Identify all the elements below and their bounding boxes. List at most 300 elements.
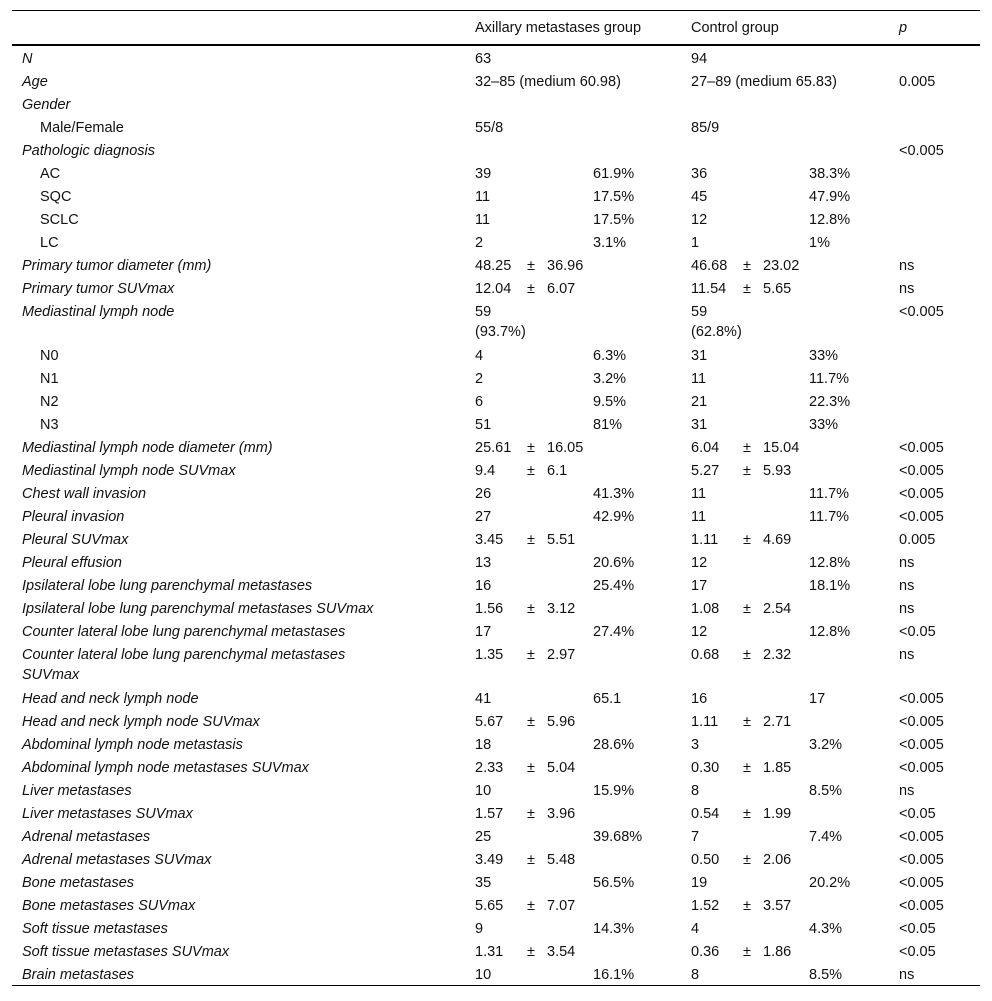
axillary-mean: 9.4 [475, 463, 496, 479]
control-count: 7 [691, 829, 700, 845]
plus-minus-symbol: ± [743, 601, 751, 617]
plus-minus-symbol: ± [527, 532, 535, 548]
axillary-mean-sd [475, 461, 567, 481]
axillary-count: 16 [475, 578, 492, 594]
control-percent: 47.9% [809, 189, 851, 205]
control-mean: 1.11 [691, 532, 719, 548]
table-row [12, 69, 980, 92]
control-mean: 0.50 [691, 852, 720, 868]
control-percent: 18.1% [809, 578, 851, 594]
control-count: 8 [691, 783, 700, 799]
axillary-percent: 9.5% [593, 394, 627, 410]
axillary-value: 55/8 [475, 120, 504, 136]
axillary-mean: 1.57 [475, 806, 504, 822]
table-row [12, 299, 980, 343]
row-label: Soft tissue metastases SUVmax [22, 944, 230, 960]
row-label: Ipsilateral lobe lung parenchymal metastases [22, 578, 313, 594]
control-mean: 0.36 [691, 944, 720, 960]
control-percent: 7.4% [809, 829, 843, 845]
row-label: Abdominal lymph node metastases SUVmax [22, 760, 309, 776]
table-row [12, 343, 980, 366]
axillary-sd: 6.07 [547, 281, 576, 297]
plus-minus-symbol: ± [743, 440, 751, 456]
table-row [12, 207, 980, 230]
control-count: 12 [691, 624, 708, 640]
axillary-percent: 42.9% [593, 509, 635, 525]
table-row [12, 504, 980, 527]
table-row [12, 481, 980, 504]
axillary-mean-sd [475, 758, 575, 778]
axillary-mean-sd [475, 896, 575, 916]
axillary-count: 39 [475, 166, 492, 182]
axillary-mean-sd [475, 804, 575, 824]
p-value: ns [899, 258, 915, 274]
control-mean-sd [691, 530, 791, 550]
p-value: <0.005 [899, 760, 944, 776]
axillary-mean: 3.49 [475, 852, 504, 868]
control-count: 3 [691, 737, 700, 753]
control-sd: 15.04 [763, 440, 800, 456]
axillary-percent: 17.5% [593, 212, 635, 228]
p-value: <0.005 [899, 143, 944, 159]
header-p-value: p [899, 20, 908, 36]
control-mean-sd [691, 599, 791, 619]
control-percent: 33% [809, 348, 839, 364]
control-count: 45 [691, 189, 708, 205]
table-row [12, 412, 980, 435]
plus-minus-symbol: ± [527, 944, 535, 960]
control-sd: 23.02 [763, 258, 800, 274]
control-count: 19 [691, 875, 708, 891]
axillary-count: 27 [475, 509, 492, 525]
axillary-count: 2 [475, 371, 484, 387]
axillary-count: 10 [475, 967, 492, 983]
plus-minus-symbol: ± [527, 463, 535, 479]
axillary-percent: 39.68% [593, 829, 643, 845]
axillary-sd: 5.96 [547, 714, 576, 730]
axillary-count: 51 [475, 417, 492, 433]
axillary-sd: 5.48 [547, 852, 576, 868]
control-percent: 33% [809, 417, 839, 433]
p-value: <0.005 [899, 509, 944, 525]
p-value: <0.005 [899, 737, 944, 753]
axillary-mean: 3.45 [475, 532, 504, 548]
axillary-percent: 16.1% [593, 967, 635, 983]
control-mean: 46.68 [691, 258, 728, 274]
table-row [12, 642, 980, 686]
plus-minus-symbol: ± [527, 852, 535, 868]
control-percent: 22.3% [809, 394, 851, 410]
table-row [12, 138, 980, 161]
p-value: <0.005 [899, 875, 944, 891]
control-sd: 5.93 [763, 463, 792, 479]
plus-minus-symbol: ± [527, 714, 535, 730]
row-label: Ipsilateral lobe lung parenchymal metastases SUVmax [22, 601, 374, 617]
control-mean: 1.08 [691, 601, 720, 617]
axillary-count: 9 [475, 921, 484, 937]
axillary-mean: 1.31 [475, 944, 504, 960]
control-mean-sd [691, 256, 799, 276]
row-label: Gender [22, 97, 71, 113]
control-percent: 11.7% [809, 486, 850, 502]
axillary-mean: 48.25 [475, 258, 512, 274]
table-row [12, 778, 980, 801]
plus-minus-symbol: ± [743, 898, 751, 914]
control-mean: 1.52 [691, 898, 720, 914]
axillary-value: 59 (93.7%) [475, 304, 526, 340]
row-label: Bone metastases SUVmax [22, 898, 196, 914]
row-label: Adrenal metastases SUVmax [22, 852, 212, 868]
plus-minus-symbol: ± [743, 852, 751, 868]
axillary-percent: 17.5% [593, 189, 635, 205]
plus-minus-symbol: ± [743, 714, 751, 730]
control-percent: 8.5% [809, 967, 843, 983]
table-row [12, 939, 980, 962]
control-value: 94 [691, 51, 708, 67]
axillary-mean: 25.61 [475, 440, 512, 456]
axillary-sd: 3.96 [547, 806, 576, 822]
table-row [12, 389, 980, 412]
axillary-mean-sd [475, 530, 575, 550]
axillary-mean: 1.35 [475, 647, 504, 663]
control-mean-sd [691, 645, 791, 665]
axillary-count: 6 [475, 394, 484, 410]
control-sd: 2.06 [763, 852, 792, 868]
p-value: <0.05 [899, 921, 936, 937]
control-count: 1 [691, 235, 700, 251]
table-row [12, 709, 980, 732]
axillary-count: 18 [475, 737, 492, 753]
axillary-percent: 27.4% [593, 624, 635, 640]
axillary-count: 41 [475, 691, 492, 707]
row-label: AC [40, 166, 61, 182]
table-row [12, 184, 980, 207]
control-sd: 1.99 [763, 806, 792, 822]
control-mean: 5.27 [691, 463, 720, 479]
control-mean-sd [691, 438, 799, 458]
table-row [12, 573, 980, 596]
axillary-percent: 3.1% [593, 235, 627, 251]
table-row [12, 732, 980, 755]
control-mean-sd [691, 461, 791, 481]
row-label: Primary tumor diameter (mm) [22, 258, 212, 274]
axillary-mean-sd [475, 599, 575, 619]
control-sd: 4.69 [763, 532, 792, 548]
control-mean-sd [691, 850, 791, 870]
axillary-percent: 14.3% [593, 921, 635, 937]
axillary-percent: 28.6% [593, 737, 635, 753]
control-percent: 4.3% [809, 921, 843, 937]
table-row [12, 893, 980, 916]
p-value: ns [899, 578, 915, 594]
control-percent: 12.8% [809, 212, 851, 228]
control-sd: 3.57 [763, 898, 792, 914]
control-count: 12 [691, 212, 708, 228]
table-row [12, 824, 980, 847]
axillary-sd: 7.07 [547, 898, 576, 914]
control-percent: 8.5% [809, 783, 843, 799]
control-percent: 1% [809, 235, 830, 251]
row-label: N3 [40, 417, 59, 433]
control-count: 8 [691, 967, 700, 983]
row-label: SQC [40, 189, 72, 205]
control-mean: 6.04 [691, 440, 720, 456]
control-mean: 0.54 [691, 806, 720, 822]
axillary-mean-sd [475, 850, 575, 870]
control-percent: 12.8% [809, 624, 851, 640]
row-label: Male/Female [40, 120, 124, 136]
table-row [12, 253, 980, 276]
table-row [12, 870, 980, 893]
row-label: Liver metastases [22, 783, 132, 799]
control-mean-sd [691, 896, 791, 916]
axillary-count: 11 [475, 212, 491, 228]
axillary-count: 13 [475, 555, 492, 571]
axillary-sd: 5.04 [547, 760, 576, 776]
row-label: N [22, 51, 33, 67]
axillary-count: 26 [475, 486, 492, 502]
row-label: LC [40, 235, 59, 251]
axillary-sd: 3.54 [547, 944, 576, 960]
p-value: <0.005 [899, 440, 944, 456]
axillary-percent: 3.2% [593, 371, 627, 387]
axillary-mean-sd [475, 279, 575, 299]
control-sd: 5.65 [763, 281, 792, 297]
p-value: <0.005 [899, 714, 944, 730]
plus-minus-symbol: ± [527, 601, 535, 617]
row-label: SCLC [40, 212, 79, 228]
p-value: 0.005 [899, 74, 936, 90]
control-sd: 1.85 [763, 760, 792, 776]
control-count: 21 [691, 394, 708, 410]
table-row [12, 847, 980, 870]
control-mean: 11.54 [691, 281, 727, 297]
control-percent: 20.2% [809, 875, 851, 891]
table-row [12, 962, 980, 985]
row-label: Pleural invasion [22, 509, 125, 525]
p-value: 0.005 [899, 532, 936, 548]
axillary-count: 35 [475, 875, 492, 891]
table-row [12, 92, 980, 115]
axillary-percent: 25.4% [593, 578, 635, 594]
axillary-sd: 36.96 [547, 258, 584, 274]
axillary-percent: 81% [593, 417, 623, 433]
plus-minus-symbol: ± [743, 463, 751, 479]
axillary-percent: 41.3% [593, 486, 635, 502]
row-label: Pleural effusion [22, 555, 122, 571]
table-row [12, 755, 980, 778]
axillary-count: 10 [475, 783, 492, 799]
row-label: Adrenal metastases [22, 829, 151, 845]
plus-minus-symbol: ± [527, 258, 535, 274]
axillary-count: 17 [475, 624, 492, 640]
p-value: <0.005 [899, 691, 944, 707]
row-label: Pathologic diagnosis [22, 143, 156, 159]
p-value: <0.005 [899, 852, 944, 868]
row-label: Brain metastases [22, 967, 135, 983]
table-row [12, 276, 980, 299]
row-label: Age [22, 74, 48, 90]
table-row [12, 458, 980, 481]
axillary-percent: 61.9% [593, 166, 635, 182]
control-value: 85/9 [691, 120, 720, 136]
table-body [12, 46, 980, 985]
p-value: <0.05 [899, 944, 936, 960]
row-label: Mediastinal lymph node SUVmax [22, 463, 236, 479]
control-percent: 38.3% [809, 166, 851, 182]
header-control-group: Control group [691, 20, 779, 36]
axillary-mean: 12.04 [475, 281, 512, 297]
table-row [12, 550, 980, 573]
control-count: 31 [691, 348, 708, 364]
p-value: <0.005 [899, 829, 944, 845]
p-value: <0.005 [899, 304, 944, 320]
control-percent: 3.2% [809, 737, 843, 753]
control-mean: 0.30 [691, 760, 720, 776]
p-value: ns [899, 281, 915, 297]
control-value: 59 (62.8%) [691, 304, 742, 340]
p-value: ns [899, 967, 915, 983]
axillary-mean-sd [475, 712, 575, 732]
control-count: 31 [691, 417, 708, 433]
header-axillary-group: Axillary metastases group [475, 20, 642, 36]
table-row [12, 527, 980, 550]
plus-minus-symbol: ± [527, 647, 535, 663]
axillary-mean-sd [475, 645, 575, 665]
control-count: 4 [691, 921, 700, 937]
axillary-mean: 2.33 [475, 760, 504, 776]
table-row [12, 115, 980, 138]
axillary-sd: 3.12 [547, 601, 576, 617]
control-percent: 17 [809, 691, 826, 707]
axillary-sd: 5.51 [547, 532, 576, 548]
control-value: 27–89 (medium 65.83) [691, 74, 837, 90]
axillary-mean-sd [475, 942, 575, 962]
plus-minus-symbol: ± [527, 760, 535, 776]
axillary-value: 63 [475, 51, 492, 67]
table-row [12, 230, 980, 253]
control-sd: 2.54 [763, 601, 792, 617]
row-label: Liver metastases SUVmax [22, 806, 193, 822]
plus-minus-symbol: ± [527, 440, 535, 456]
table-row [12, 596, 980, 619]
plus-minus-symbol: ± [743, 944, 751, 960]
table-row [12, 801, 980, 824]
row-label: Soft tissue metastases [22, 921, 168, 937]
axillary-sd: 16.05 [547, 440, 584, 456]
table-row [12, 435, 980, 458]
row-label: Pleural SUVmax [22, 532, 129, 548]
row-label: Abdominal lymph node metastasis [22, 737, 243, 753]
row-label: Counter lateral lobe lung parenchymal metastases SUVmax [22, 647, 346, 683]
plus-minus-symbol: ± [743, 806, 751, 822]
control-mean: 1.11 [691, 714, 719, 730]
p-value: ns [899, 647, 915, 663]
row-label: Head and neck lymph node [22, 691, 199, 707]
row-label: N2 [40, 394, 59, 410]
control-count: 11 [691, 371, 707, 387]
plus-minus-symbol: ± [527, 806, 535, 822]
control-sd: 2.71 [763, 714, 792, 730]
row-label: Counter lateral lobe lung parenchymal metastases [22, 624, 346, 640]
axillary-percent: 15.9% [593, 783, 635, 799]
control-count: 36 [691, 166, 708, 182]
control-percent: 12.8% [809, 555, 851, 571]
axillary-count: 11 [475, 189, 491, 205]
plus-minus-symbol: ± [743, 760, 751, 776]
plus-minus-symbol: ± [743, 258, 751, 274]
control-mean-sd [691, 804, 791, 824]
control-count: 16 [691, 691, 708, 707]
control-percent: 11.7% [809, 509, 850, 525]
table-header [12, 11, 980, 46]
control-sd: 1.86 [763, 944, 792, 960]
control-sd: 2.32 [763, 647, 792, 663]
control-mean-sd [691, 758, 791, 778]
axillary-mean-sd [475, 256, 583, 276]
table-row [12, 366, 980, 389]
plus-minus-symbol: ± [527, 281, 535, 297]
row-label: Chest wall invasion [22, 486, 147, 502]
plus-minus-symbol: ± [743, 281, 751, 297]
axillary-mean: 5.65 [475, 898, 504, 914]
table-row [12, 619, 980, 642]
row-label: Head and neck lymph node SUVmax [22, 714, 260, 730]
control-mean-sd [691, 712, 791, 732]
control-percent: 11.7% [809, 371, 850, 387]
axillary-count: 2 [475, 235, 484, 251]
plus-minus-symbol: ± [527, 898, 535, 914]
axillary-value: 32–85 (medium 60.98) [475, 74, 621, 90]
plus-minus-symbol: ± [743, 532, 751, 548]
row-label: Bone metastases [22, 875, 135, 891]
axillary-count: 4 [475, 348, 484, 364]
axillary-count: 25 [475, 829, 492, 845]
table-row [12, 686, 980, 709]
control-count: 11 [691, 486, 707, 502]
control-mean: 0.68 [691, 647, 720, 663]
p-value: <0.05 [899, 624, 936, 640]
table-row [12, 916, 980, 939]
axillary-mean: 5.67 [475, 714, 504, 730]
control-count: 17 [691, 578, 708, 594]
row-label: Mediastinal lymph node diameter (mm) [22, 440, 273, 456]
axillary-sd: 2.97 [547, 647, 576, 663]
axillary-percent: 56.5% [593, 875, 635, 891]
row-label: Mediastinal lymph node [22, 304, 175, 320]
control-mean-sd [691, 942, 791, 962]
axillary-percent: 65.1 [593, 691, 622, 707]
table-row [12, 46, 980, 69]
row-label: N1 [40, 371, 59, 387]
p-value: ns [899, 601, 915, 617]
axillary-mean: 1.56 [475, 601, 504, 617]
row-label: Primary tumor SUVmax [22, 281, 175, 297]
plus-minus-symbol: ± [743, 647, 751, 663]
p-value: <0.05 [899, 806, 936, 822]
p-value: ns [899, 783, 915, 799]
data-table [12, 10, 980, 986]
axillary-percent: 20.6% [593, 555, 635, 571]
p-value: ns [899, 555, 915, 571]
control-count: 11 [691, 509, 707, 525]
axillary-sd: 6.1 [547, 463, 568, 479]
control-mean-sd [691, 279, 791, 299]
table-row [12, 161, 980, 184]
p-value: <0.005 [899, 898, 944, 914]
p-value: <0.005 [899, 486, 944, 502]
control-count: 12 [691, 555, 708, 571]
